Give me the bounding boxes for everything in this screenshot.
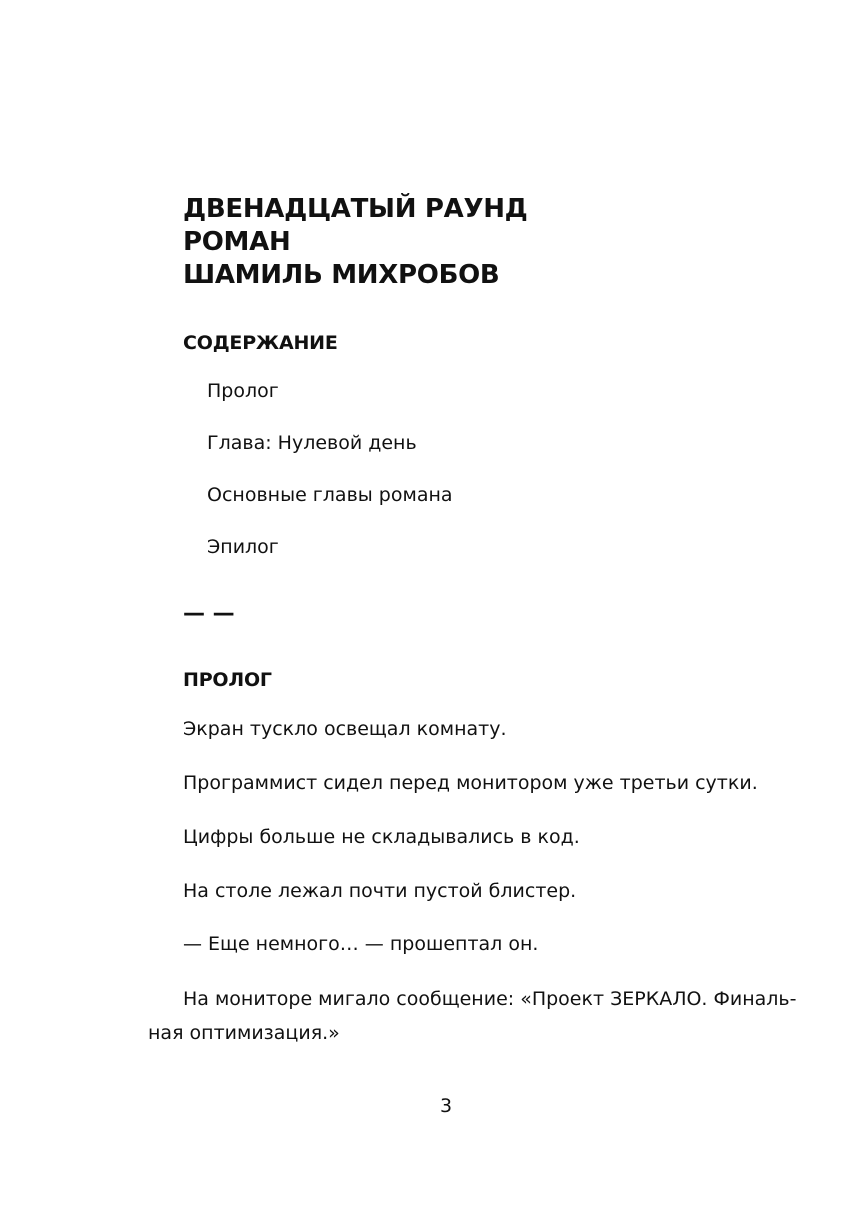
book-genre: РОМАН xyxy=(183,227,291,257)
contents-heading: СОДЕРЖАНИЕ xyxy=(183,332,338,354)
prologue-paragraph: Программист сидел перед монитором уже третьи сутки. xyxy=(183,772,758,794)
toc-item-main-chapters: Основные главы романа xyxy=(207,484,453,506)
prologue-last-paragraph-line1: На мониторе мигало сообщение: «Проект ЗЕРКАЛО. Финаль- xyxy=(183,988,797,1010)
book-author: ШАМИЛЬ МИХРОБОВ xyxy=(183,260,500,290)
prologue-heading: ПРОЛОГ xyxy=(183,669,272,691)
prologue-last-paragraph-line2: ная оптимизация.» xyxy=(148,1022,340,1044)
prologue-paragraph: Экран тускло освещал комнату. xyxy=(183,718,507,740)
toc-item-chapter-zero: Глава: Нулевой день xyxy=(207,432,417,454)
section-separator: — — xyxy=(183,601,235,626)
page-number: 3 xyxy=(439,1095,453,1117)
toc-item-prologue: Пролог xyxy=(207,380,279,402)
prologue-paragraph: Цифры больше не складывались в код. xyxy=(183,826,580,848)
prologue-last-paragraph xyxy=(148,982,797,1050)
title-block xyxy=(183,193,528,292)
toc-item-epilogue: Эпилог xyxy=(207,536,279,558)
book-title: ДВЕНАДЦАТЫЙ РАУНД xyxy=(183,194,528,224)
prologue-paragraph: — Еще немного… — прошептал он. xyxy=(183,933,539,955)
prologue-paragraph: На столе лежал почти пустой блистер. xyxy=(183,880,577,902)
